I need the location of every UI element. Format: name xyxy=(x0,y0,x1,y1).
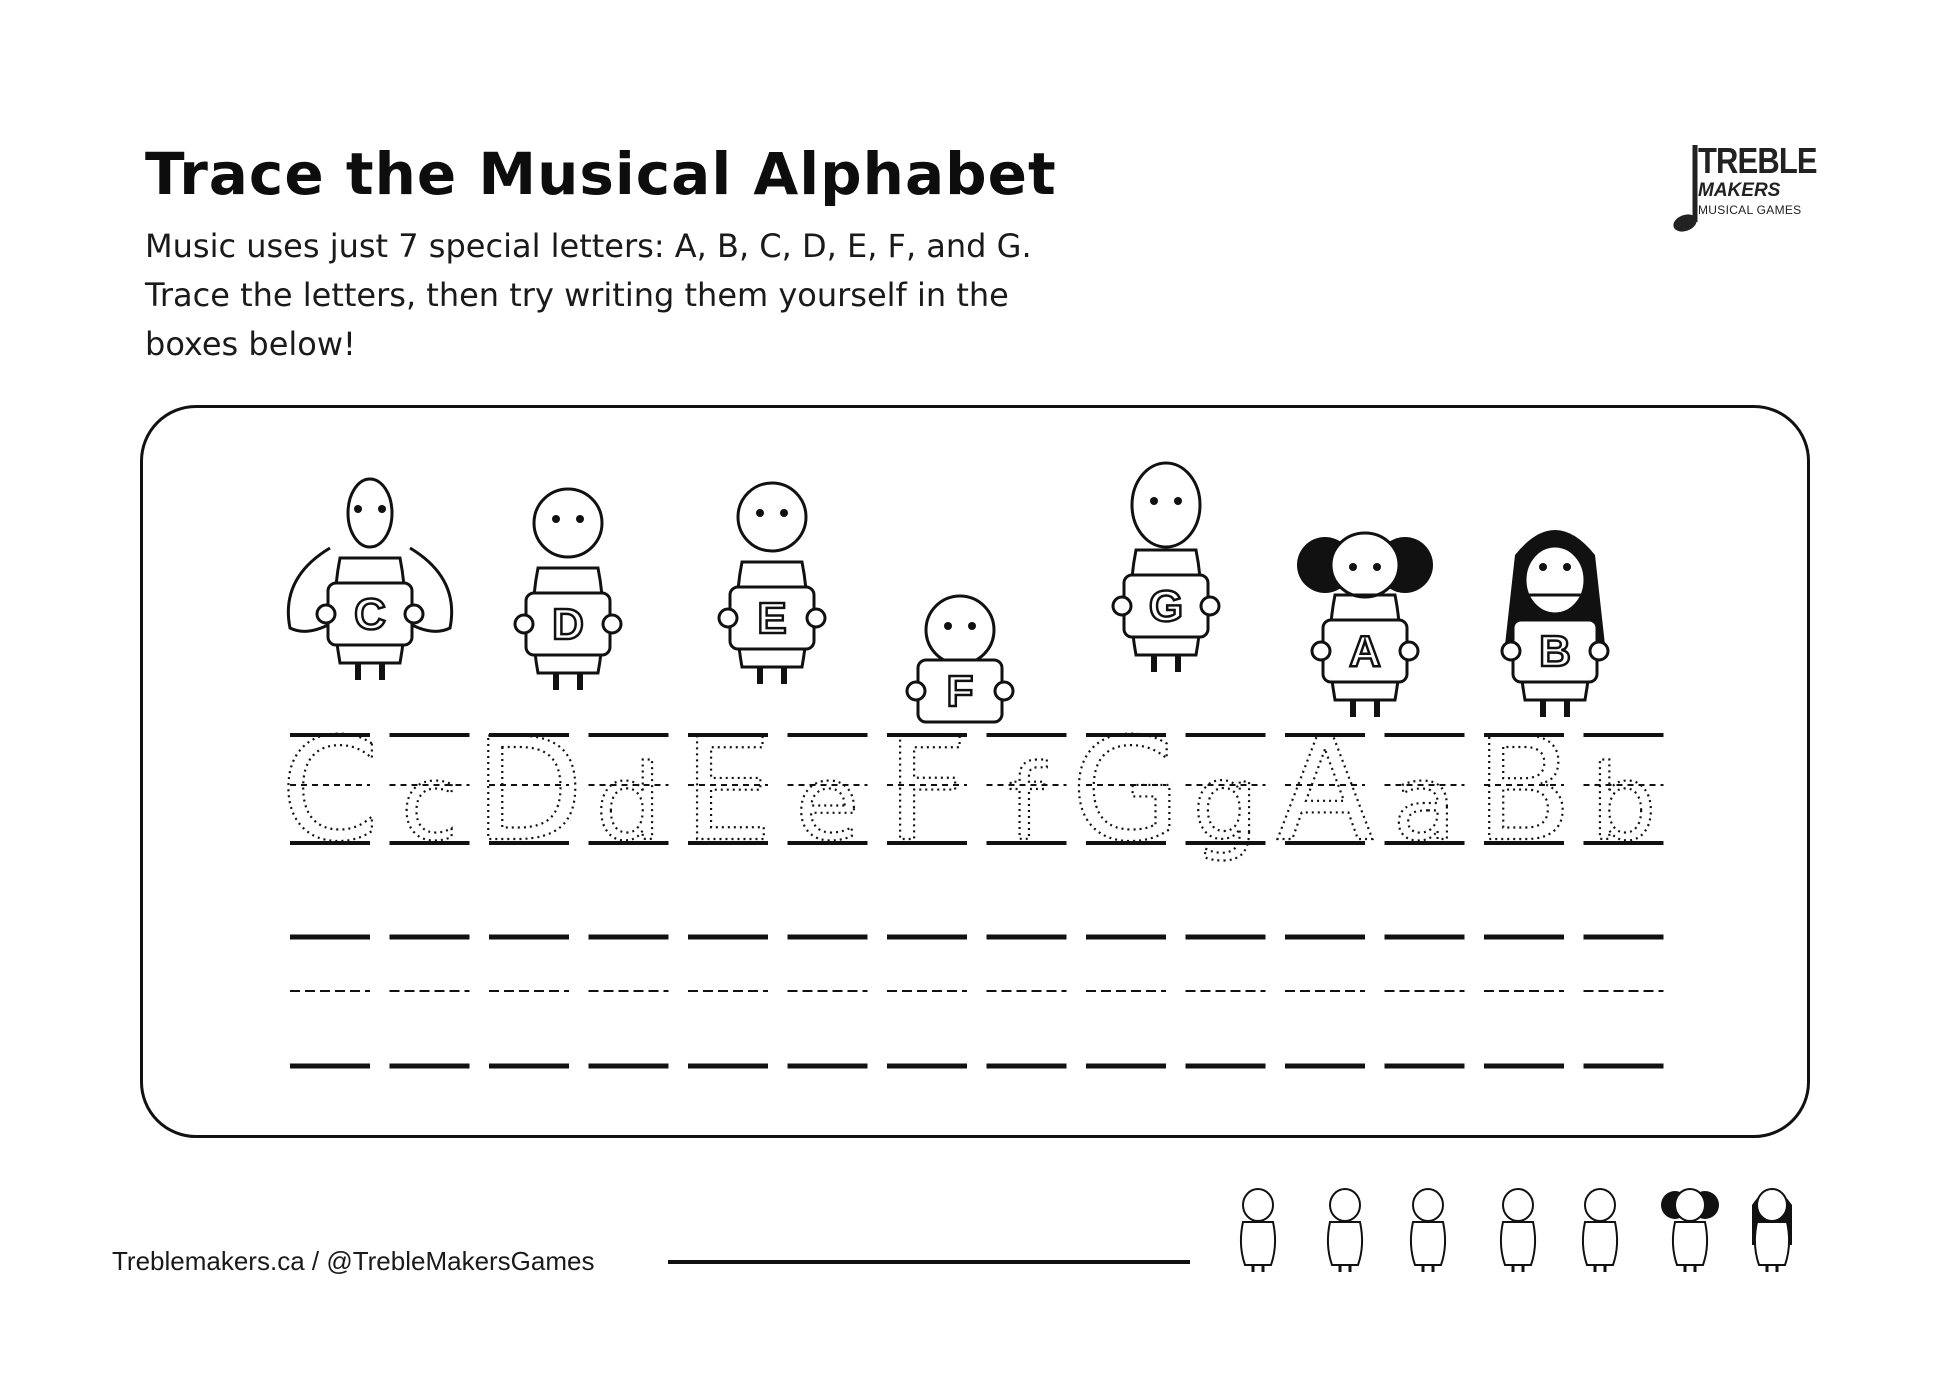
name-line xyxy=(668,1260,1190,1264)
practice-slot[interactable] xyxy=(1385,937,1465,1066)
sign-letter-e: E xyxy=(757,594,787,643)
mini-character-d xyxy=(1310,1170,1380,1275)
trace-letter-upper-a: A xyxy=(1276,708,1374,873)
mini-character-a xyxy=(1655,1170,1725,1275)
practice-slot[interactable] xyxy=(788,937,868,1066)
trace-letter-lower-e: e xyxy=(795,742,860,864)
practice-slot[interactable] xyxy=(688,937,768,1066)
trace-letter-upper-d: D xyxy=(474,708,584,873)
sign-letter-b: B xyxy=(1539,627,1571,676)
mini-character-e xyxy=(1393,1170,1463,1275)
practice-slot[interactable] xyxy=(1086,937,1166,1066)
mini-character-b xyxy=(1737,1170,1807,1275)
practice-slot[interactable] xyxy=(489,937,569,1066)
trace-letter-lower-b: b xyxy=(1590,742,1657,864)
practice-lines xyxy=(290,937,1664,1066)
practice-slot[interactable] xyxy=(390,937,470,1066)
logo-word-makers: MAKERS xyxy=(1698,180,1781,201)
trace-letter-lower-c: c xyxy=(400,742,459,864)
footer-credit: Treblemakers.ca / @TrebleMakersGames xyxy=(112,1246,595,1276)
sign-letter-a: A xyxy=(1349,627,1381,676)
trace-letter-upper-f: F xyxy=(886,708,968,873)
intro-line-2: Trace the letters, then try writing them yourself in the xyxy=(145,276,1009,314)
practice-slot[interactable] xyxy=(987,937,1067,1066)
mini-character-g xyxy=(1565,1170,1635,1275)
logo-word-treble: TREBLE xyxy=(1698,140,1817,181)
practice-slot[interactable] xyxy=(1584,937,1664,1066)
logo-word-musical-games: MUSICAL GAMES xyxy=(1698,203,1802,217)
mini-character-f xyxy=(1483,1170,1553,1275)
trace-letter-upper-c: C xyxy=(280,708,380,873)
sign-letter-c: C xyxy=(354,590,386,639)
mini-character-c xyxy=(1223,1170,1293,1275)
trace-letter-lower-f: f xyxy=(1008,742,1045,864)
sign-letter-g: G xyxy=(1148,582,1184,631)
sign-letter-f: F xyxy=(946,667,974,716)
practice-slot[interactable] xyxy=(1285,937,1365,1066)
trace-letter-upper-g: G xyxy=(1070,708,1182,873)
intro-line-1: Music uses just 7 special letters: A, B, C, D, E, F, and G. xyxy=(145,227,1032,265)
trace-letter-upper-e: E xyxy=(683,708,773,873)
trace-letter-upper-b: B xyxy=(1475,708,1573,873)
practice-slot[interactable] xyxy=(290,937,370,1066)
intro-line-3: boxes below! xyxy=(145,325,356,363)
practice-slot[interactable] xyxy=(1186,937,1266,1066)
practice-slot[interactable] xyxy=(887,937,967,1066)
trace-letter-lower-d: d xyxy=(595,742,662,864)
practice-slot[interactable] xyxy=(1484,937,1564,1066)
page-title: Trace the Musical Alphabet xyxy=(145,140,1057,208)
practice-slot[interactable] xyxy=(589,937,669,1066)
trace-letters xyxy=(280,708,1656,873)
sign-letter-d: D xyxy=(552,600,584,649)
trace-letter-lower-g: g xyxy=(1192,742,1259,864)
trace-letter-lower-a: a xyxy=(1392,742,1457,864)
